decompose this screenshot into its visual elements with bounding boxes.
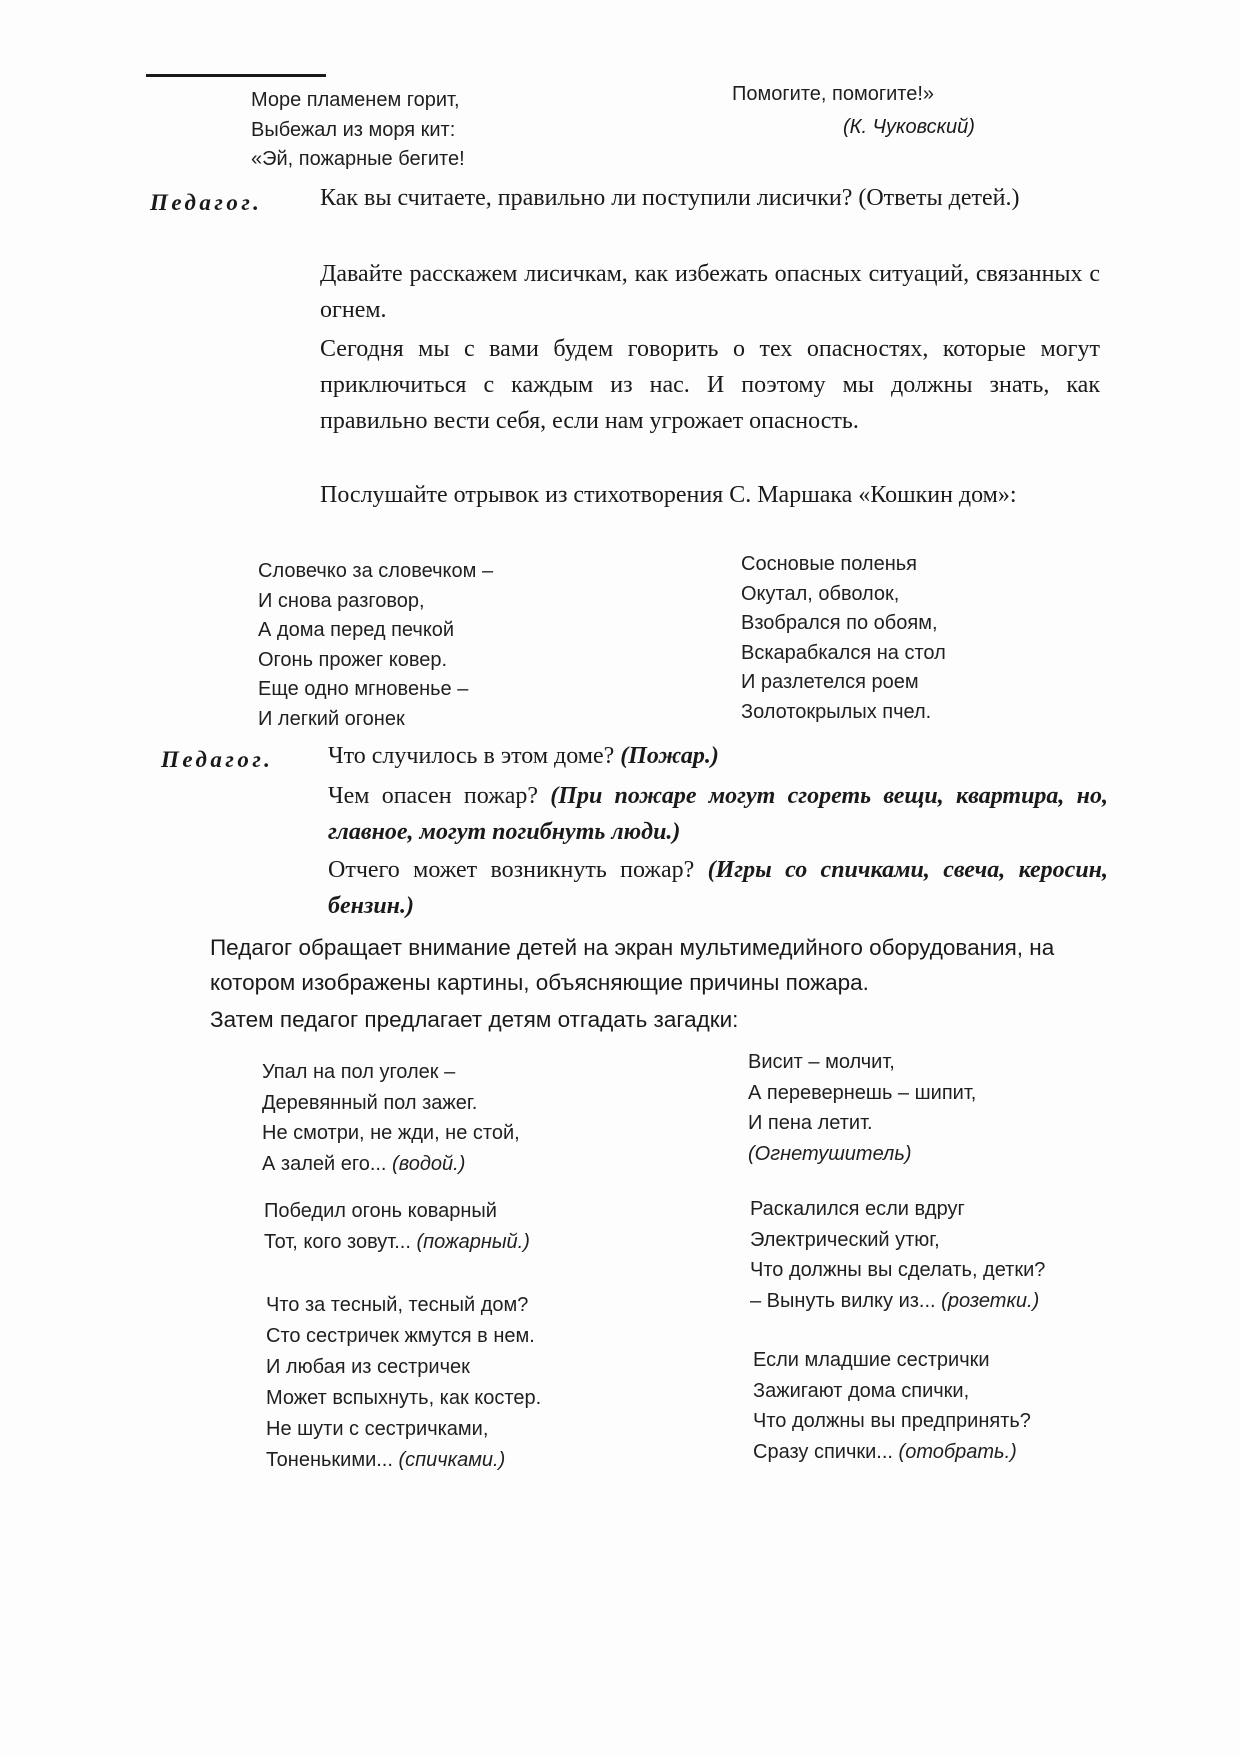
poem-line: Что должны вы сделать, детки? — [750, 1259, 1046, 1281]
poem-line: Огонь прожег ковер. — [258, 648, 448, 671]
poem-line — [750, 1286, 1045, 1317]
poem-line: Победил огонь коварный — [264, 1200, 497, 1222]
top-poem-right — [732, 80, 934, 110]
riddle-prefix: – Вынуть вилку из... — [750, 1289, 936, 1312]
poem-line: Если младшие сестрички — [753, 1349, 990, 1371]
poem-line: Вскарабкался на стол — [741, 641, 946, 664]
poem-line: Деревянный пол зажег. — [262, 1091, 478, 1114]
poem-line: Упал на пол уголек – — [262, 1061, 456, 1083]
poem-attribution: (К. Чуковский) — [843, 116, 975, 138]
question-text: Отчего может возникнуть пожар? — [328, 857, 695, 883]
poem-line: Помогите, помогите!» — [732, 83, 935, 105]
poem-line: Сосновые поленья — [741, 553, 918, 575]
riddle-prefix: А залей его... — [262, 1152, 387, 1175]
dialogue-line — [328, 852, 1108, 924]
riddle-answer: (спичками.) — [398, 1449, 506, 1471]
speaker-label: Педагог. — [161, 747, 274, 772]
poem-line — [266, 1445, 541, 1476]
speaker-label: Педагог. — [150, 190, 263, 215]
poem-line: И снова разговор, — [258, 589, 425, 612]
riddle — [264, 1196, 530, 1257]
narration-paragraph: Затем педагог предлагает детям отгадать загадки: — [210, 1007, 739, 1032]
answer-text: (При пожаре могут сгореть вещи, квартира, но, главное, могут погибнуть люди.) — [328, 783, 1109, 845]
riddle — [750, 1194, 1045, 1316]
poem-line: Не смотри, не жди, не стой, — [262, 1122, 520, 1144]
riddle-answer: (пожарный.) — [416, 1230, 530, 1253]
poem-line: Выбежал из моря кит: — [251, 118, 456, 141]
poem-line: А перевернешь – шипит, — [748, 1081, 977, 1104]
riddle-answer: (розетки.) — [941, 1289, 1040, 1312]
poem-line: Окутал, обволок, — [741, 582, 900, 605]
poem-line: И разлетелся роем — [741, 671, 919, 693]
riddle-answer: (отобрать.) — [898, 1440, 1017, 1463]
dialogue-line — [328, 738, 1108, 774]
riddle-answer: (водой.) — [392, 1152, 466, 1175]
poem-line: И пена летит. — [748, 1112, 873, 1134]
poem-line: Раскалился если вдруг — [750, 1198, 965, 1220]
poem-line: И любая из сестричек — [266, 1356, 470, 1378]
riddle — [753, 1345, 1031, 1467]
poem-line: А дома перед печкой — [258, 619, 455, 641]
poem-line: Золотокрылых пчел. — [741, 700, 932, 723]
poem-line: Словечко за словечком – — [258, 560, 494, 582]
answer-text: (Пожар.) — [620, 743, 719, 769]
paragraph: Как вы считаете, правильно ли поступили лисички? (Ответы детей.) — [320, 185, 1020, 211]
poem-line — [262, 1149, 520, 1180]
poem-line: И легкий огонек — [258, 707, 405, 730]
header-rule — [146, 74, 326, 77]
top-poem-left — [251, 86, 465, 175]
narration-paragraph: Педагог обращает внимание детей на экран мультимедийного оборудования, на котором изображены картины, объясняющие причины пожара. — [210, 935, 1055, 995]
poem-line: Что должны вы предпринять? — [753, 1410, 1031, 1432]
poem-line: Еще одно мгновенье – — [258, 678, 469, 700]
question-text: Чем опасен пожар? — [328, 783, 539, 809]
poem-line: Зажигают дома спички, — [753, 1379, 970, 1402]
poem-line: Может вспыхнуть, как костер. — [266, 1387, 542, 1409]
dialogue-line — [328, 778, 1108, 850]
poem-line: «Эй, пожарные бегите! — [251, 148, 465, 170]
poem-line: Сто сестричек жмутся в нем. — [266, 1325, 535, 1347]
poem-line: Электрический утюг, — [750, 1228, 940, 1251]
riddle — [748, 1047, 976, 1169]
riddle — [262, 1057, 520, 1179]
marshak-poem-right — [741, 550, 946, 727]
paragraph: Послушайте отрывок из стихотворения С. Маршака «Кошкин дом»: — [320, 482, 1017, 508]
riddle-prefix: Тоненькими... — [266, 1449, 393, 1471]
question-text: Что случилось в этом доме? — [328, 743, 615, 769]
riddle — [266, 1290, 541, 1476]
answer-text: (Игры со спичками, свеча, керосин, бензин.) — [328, 857, 1109, 919]
poem-line: Море пламенем горит, — [251, 89, 460, 111]
poem-line — [264, 1227, 530, 1258]
poem-line: Висит – молчит, — [748, 1051, 895, 1073]
marshak-poem-left — [258, 557, 493, 734]
riddle-answer: (Огнетушитель) — [748, 1142, 912, 1165]
poem-line — [753, 1437, 1031, 1468]
riddle-prefix: Тот, кого зовут... — [264, 1230, 411, 1253]
paragraph: Сегодня мы с вами будем говорить о тех опасностях, которые могут приключиться с каждым из нас. И поэтому мы должны знать, как правильно вести себя, если нам угрожает опасность. — [320, 336, 1100, 434]
poem-line: Не шути с сестричками, — [266, 1418, 489, 1440]
paragraph: Давайте расскажем лисичкам, как избежать опасных ситуаций, связанных с огнем. — [320, 261, 1100, 323]
poem-line: Что за тесный, тесный дом? — [266, 1294, 529, 1316]
poem-line: Взобрался по обоям, — [741, 612, 938, 634]
riddle-prefix: Сразу спички... — [753, 1440, 893, 1463]
